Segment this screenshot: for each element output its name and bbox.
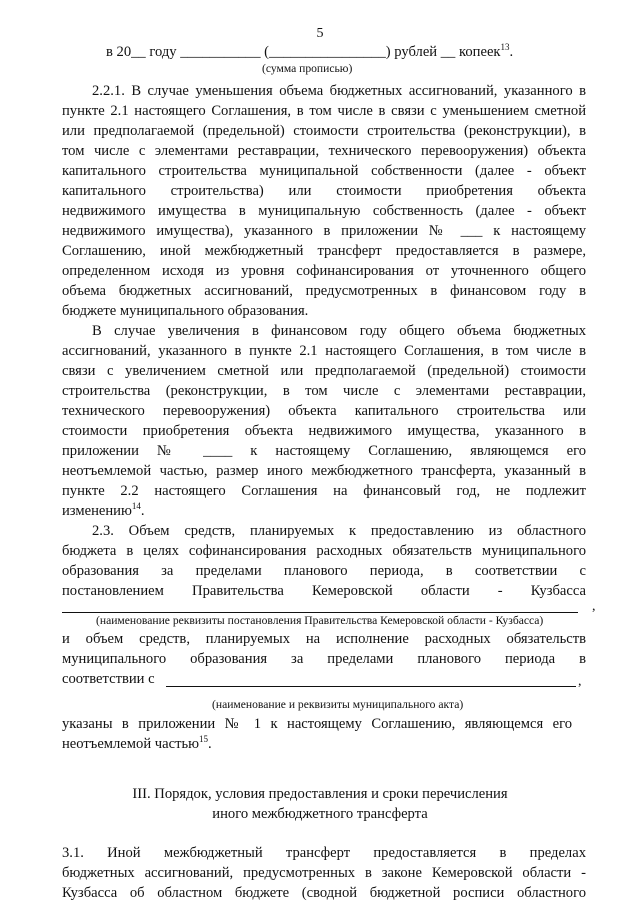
p-incr-line: приложении № ____ к настоящему Соглашению, являющемся его	[62, 443, 586, 459]
p31-line: 3.1. Иной межбюджетный трансферт предоставляется в пределах	[62, 845, 586, 861]
p23-line: образования за пределами планового периода, в соответствии с	[62, 563, 586, 579]
p221-line: 2.2.1. В случае уменьшения объема бюджетных ассигнований, указанного в	[92, 83, 586, 99]
gov-decree-comma: ,	[592, 599, 596, 614]
p-incr-last-text: изменению	[62, 503, 132, 519]
municipal-act-comma: ,	[578, 674, 582, 689]
p23b-line: муниципального образования за пределами планового периода в	[62, 651, 586, 667]
p-incr-line: В случае увеличения в финансовом году общего объема бюджетных	[92, 323, 586, 339]
p-incr-last-line	[62, 501, 586, 521]
amount-caption: (сумма прописью)	[262, 62, 353, 75]
p-incr-line: строительства (реконструкции, в том числе с элементами реставрации,	[62, 383, 586, 399]
p31-line: Кузбасса об областном бюджете (сводной бюджетной росписи областного	[62, 885, 586, 901]
p23-line: 2.3. Объем средств, планируемых к предоставлению из областного	[92, 523, 586, 539]
p23b-line: и объем средств, планируемых на исполнение расходных обязательств	[62, 631, 586, 647]
p23c-last-end: .	[208, 736, 212, 752]
p221-line: том числе с элементами реставрации, технического перевооружения) объекта	[62, 143, 586, 159]
p-incr-line: связи с увеличением сметной или предполагаемой (предельной) стоимости	[62, 363, 586, 379]
p221-line: или предполагаемой (предельной) стоимости строительства (реконструкции), в	[62, 123, 586, 139]
p-incr-line: пункте 2.2 настоящего Соглашения на финансовый год, не подлежит	[62, 483, 586, 499]
amount-line-end: .	[509, 44, 514, 60]
section-title-line-1: III. Порядок, условия предоставления и сроки перечисления	[132, 786, 508, 802]
p31-line: бюджетных ассигнований, предусмотренных в законе Кемеровской области -	[62, 865, 586, 881]
footnote-ref-13: 13	[500, 42, 510, 53]
p221-line: капитального строительства муниципальной собственности (далее - объект	[62, 163, 586, 179]
p23b-last: соответствии с	[62, 671, 155, 687]
p23-line: постановлением Правительства Кемеровской области - Кузбасса	[62, 583, 586, 599]
footnote-ref-15: 15	[199, 734, 209, 745]
p221-line: недвижимого имущества в муниципальную собственность (далее - объект	[62, 203, 586, 219]
p221-line: капитального строительства) или стоимости приобретения объекта	[62, 183, 586, 199]
p-incr-line: неотъемлемой частью, размер иного межбюджетного трансферта, указанный в	[62, 463, 586, 479]
municipal-act-blank-line	[166, 686, 576, 687]
amount-line	[106, 42, 586, 62]
p221-line: Соглашению, иной межбюджетный трансферт предоставляется в размере,	[62, 243, 586, 259]
p-incr-line: технического перевооружения) объекта капитального строительства или	[62, 403, 586, 419]
p-incr-line: стоимости приобретения объекта недвижимого имущества, указанного в	[62, 423, 586, 439]
p23c-line: указаны в приложении № 1 к настоящему Соглашению, являющемся его	[62, 716, 572, 732]
page-number: 5	[316, 26, 324, 41]
p23c-last-text: неотъемлемой частью	[62, 736, 200, 752]
amount-line-text: в 20__ году ___________ (________________) рублей __ копеек	[106, 44, 501, 60]
municipal-act-caption: (наименование и реквизиты муниципального акта)	[212, 698, 464, 711]
p221-line: бюджете муниципального образования.	[62, 303, 309, 319]
p23c-last-line	[62, 734, 586, 754]
p-incr-last-end: .	[140, 503, 145, 519]
p-incr-line: ассигнований, указанного в пункте 2.1 настоящего Соглашения, в том числе в	[62, 343, 586, 359]
section-title-line-2: иного межбюджетного трансферта	[212, 806, 428, 822]
p221-line: объема бюджетных ассигнований, предусмотренных в финансовом году в	[62, 283, 586, 299]
p221-line: определенном исходя из уровня софинансирования от уточненного общего	[62, 263, 586, 279]
p23-line: бюджета в целях софинансирования расходных обязательств муниципального	[62, 543, 586, 559]
p221-line: недвижимого имущества), указанного в приложении № ___ к настоящему	[62, 223, 586, 239]
gov-decree-caption: (наименование реквизиты постановления Правительства Кемеровской области - Кузбасса)	[96, 614, 544, 627]
gov-decree-blank-line	[62, 612, 578, 613]
footnote-ref-14: 14	[131, 501, 141, 512]
p221-line: пункте 2.1 настоящего Соглашения, в том числе в связи с уменьшением сметной	[62, 103, 586, 119]
